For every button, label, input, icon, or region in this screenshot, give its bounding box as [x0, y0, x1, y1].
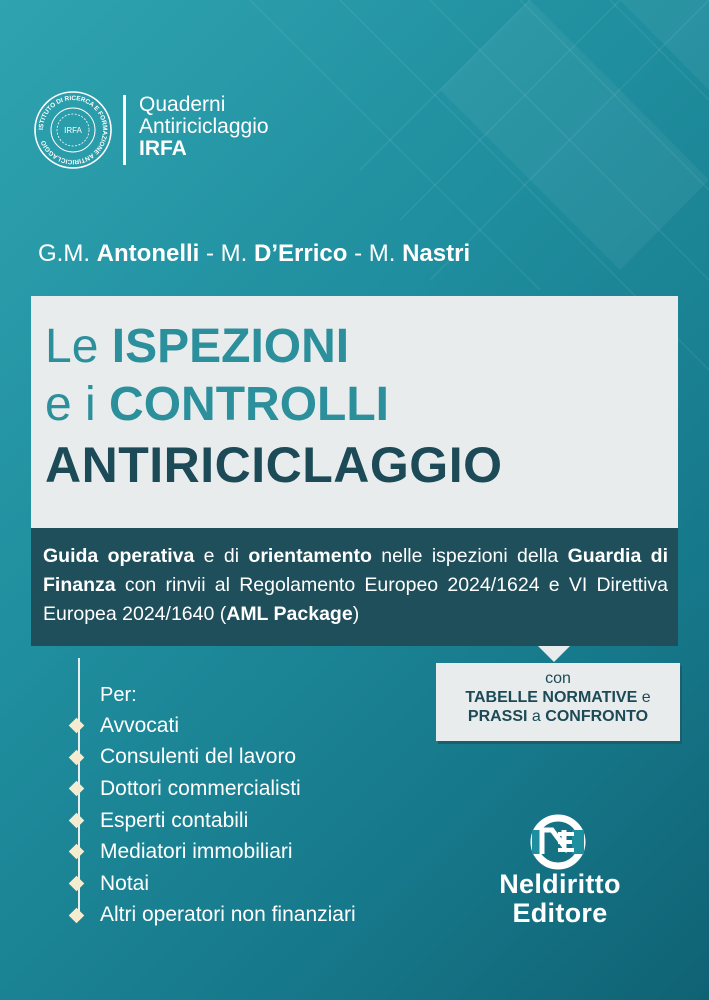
list-item [76, 836, 356, 868]
tables-callout-line-3 [436, 707, 680, 726]
tables-callout-conj-2: a [531, 708, 541, 725]
list-item-label: Notai [100, 871, 150, 895]
tables-callout [436, 663, 680, 741]
list-item [76, 742, 356, 774]
series-line-3: IRFA [139, 137, 187, 160]
subtitle-text [43, 542, 668, 629]
author-3-surname: Nastri [402, 240, 471, 267]
subtitle-bold-1: Guida operativa [43, 545, 195, 567]
seal-circular-text: ISTITUTO DI RICERCA E FORMAZIONE ANTIRICICLAGGIO [37, 94, 109, 166]
author-2-surname: D’Errico [254, 240, 348, 267]
title-panel [31, 296, 678, 528]
subtitle-bold-3: Guardia di Finanza [43, 545, 668, 596]
list-item-label: Consulenti del lavoro [100, 745, 297, 769]
list-item-label: Altri operatori non finanziari [100, 903, 356, 927]
publisher-line-2: Editore [512, 898, 608, 928]
pointer-arrow [538, 646, 570, 662]
audience-list [76, 710, 356, 931]
list-item-label: Mediatori immobiliari [100, 840, 293, 864]
series-line-1: Quaderni [139, 93, 226, 116]
author-separator: - [354, 240, 363, 267]
subtitle-part-6: con rinvii al Regolamento Europeo 2024/1624 e VI Direttiva Europea 2024/1640 ( [43, 574, 668, 625]
subtitle-part-2: e di [203, 545, 240, 567]
tables-callout-line-2 [436, 688, 680, 707]
publisher-line-1: Neldiritto [499, 869, 621, 899]
list-item [76, 900, 356, 932]
irfa-seal-logo [33, 90, 113, 170]
list-item [76, 868, 356, 900]
list-item [76, 805, 356, 837]
authors-line [38, 240, 470, 268]
tables-callout-line-1: con [545, 670, 571, 687]
title-line-1-prefix: Le [45, 320, 99, 373]
author-1-surname: Antonelli [96, 240, 200, 267]
series-line-2: Antiriciclaggio [139, 115, 269, 138]
author-3-initials: M. [368, 240, 396, 267]
title-line-2-prefix: e i [45, 378, 96, 431]
subtitle-bold-2: orientamento [248, 545, 372, 567]
tables-callout-bold-2: PRASSI [467, 708, 528, 725]
series-divider [123, 95, 126, 165]
seal-center-text: IRFA [64, 126, 82, 135]
subtitle-part-4: nelle ispezioni della [381, 545, 559, 567]
list-item [76, 710, 356, 742]
tables-callout-bold-1: TABELLE NORMATIVE [465, 689, 638, 706]
list-item [76, 773, 356, 805]
author-separator: - [206, 240, 214, 267]
list-item-label: Esperti contabili [100, 808, 249, 832]
publisher-name [475, 870, 645, 928]
audience-label: Per: [100, 684, 137, 706]
subtitle-part-8: ) [352, 603, 360, 625]
title-line-1-bold: ISPEZIONI [111, 320, 350, 373]
subtitle-band [31, 528, 678, 646]
title-line-2-bold: CONTROLLI [109, 378, 390, 431]
tables-callout-conj-1: e [641, 689, 651, 706]
tables-callout-bold-3: CONFRONTO [545, 708, 649, 725]
title-line-1 [45, 322, 349, 372]
title-line-3: ANTIRICICLAGGIO [45, 437, 503, 493]
series-title [139, 94, 269, 160]
author-2-initials: M. [220, 240, 248, 267]
list-item-label: Dottori commercialisti [100, 776, 301, 800]
publisher-logo-icon [528, 812, 588, 872]
subtitle-bold-4: AML Package [226, 603, 353, 625]
title-line-2 [45, 380, 389, 430]
author-1-initials: G.M. [38, 240, 90, 267]
list-item-label: Avvocati [100, 713, 179, 737]
